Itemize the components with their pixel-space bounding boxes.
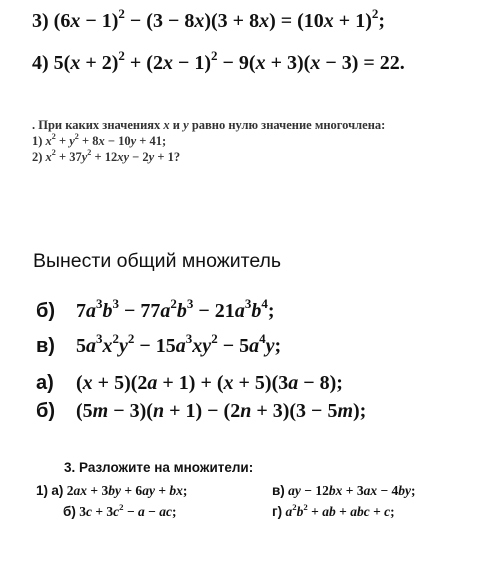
polynomial-item-1: 1) $x^2 + y^2 + 8x - 10y + 41$; <box>32 132 167 148</box>
equation-4: 4) $5(x + 2)^2 + (2x - 1)^2 - 9(x + 3)(x - 3) = 22$. <box>32 48 405 74</box>
factor-expression-b2: б) (5m − 3)(n + 1) − (2n + 3)(3 − 5m); <box>36 400 367 422</box>
equation-number: 4) <box>32 52 49 74</box>
factor-expression-a: а) (x + 5)(2a + 1) + (x + 5)(3a − 8); <box>36 372 343 394</box>
factor-task-item-b: б) $3c + 3c^2 - a$ − ac; <box>63 501 177 519</box>
factor-task-item-g: г) $a^2b^2$ + ab + abc + c; <box>272 501 395 519</box>
factor-expression-b1: б) $7a^3b^3 - 77a^2b^3 - 21a^3b^4$; <box>36 296 275 322</box>
factor-task-item-v: в) ay − 12bx + 3ax − 4by; <box>272 483 416 498</box>
factor-expression-v: в) $5a^3x^2y^2 - 15a^3xy^2 - 5a^4y$; <box>36 331 282 357</box>
polynomial-item-2: 2) $x^2 + 37y^2 + 12xy - 2y + 1$? <box>32 148 181 164</box>
factor-task-item-a: 1) а) 2ax + 3by + 6ay + bx; <box>36 483 188 498</box>
factor-task-title: 3. Разложите на множители: <box>64 460 254 475</box>
polynomial-question: . При каких значениях x и y равно нулю значение многочлена: <box>32 118 386 132</box>
equation-3: 3) $(6x - 1)^2 - (3 - 8x)(3 + 8x) = (10x + 1)^2$; <box>32 6 386 32</box>
equation-number: 3) <box>32 10 49 32</box>
section-heading: Вынести общий множитель <box>33 250 282 272</box>
